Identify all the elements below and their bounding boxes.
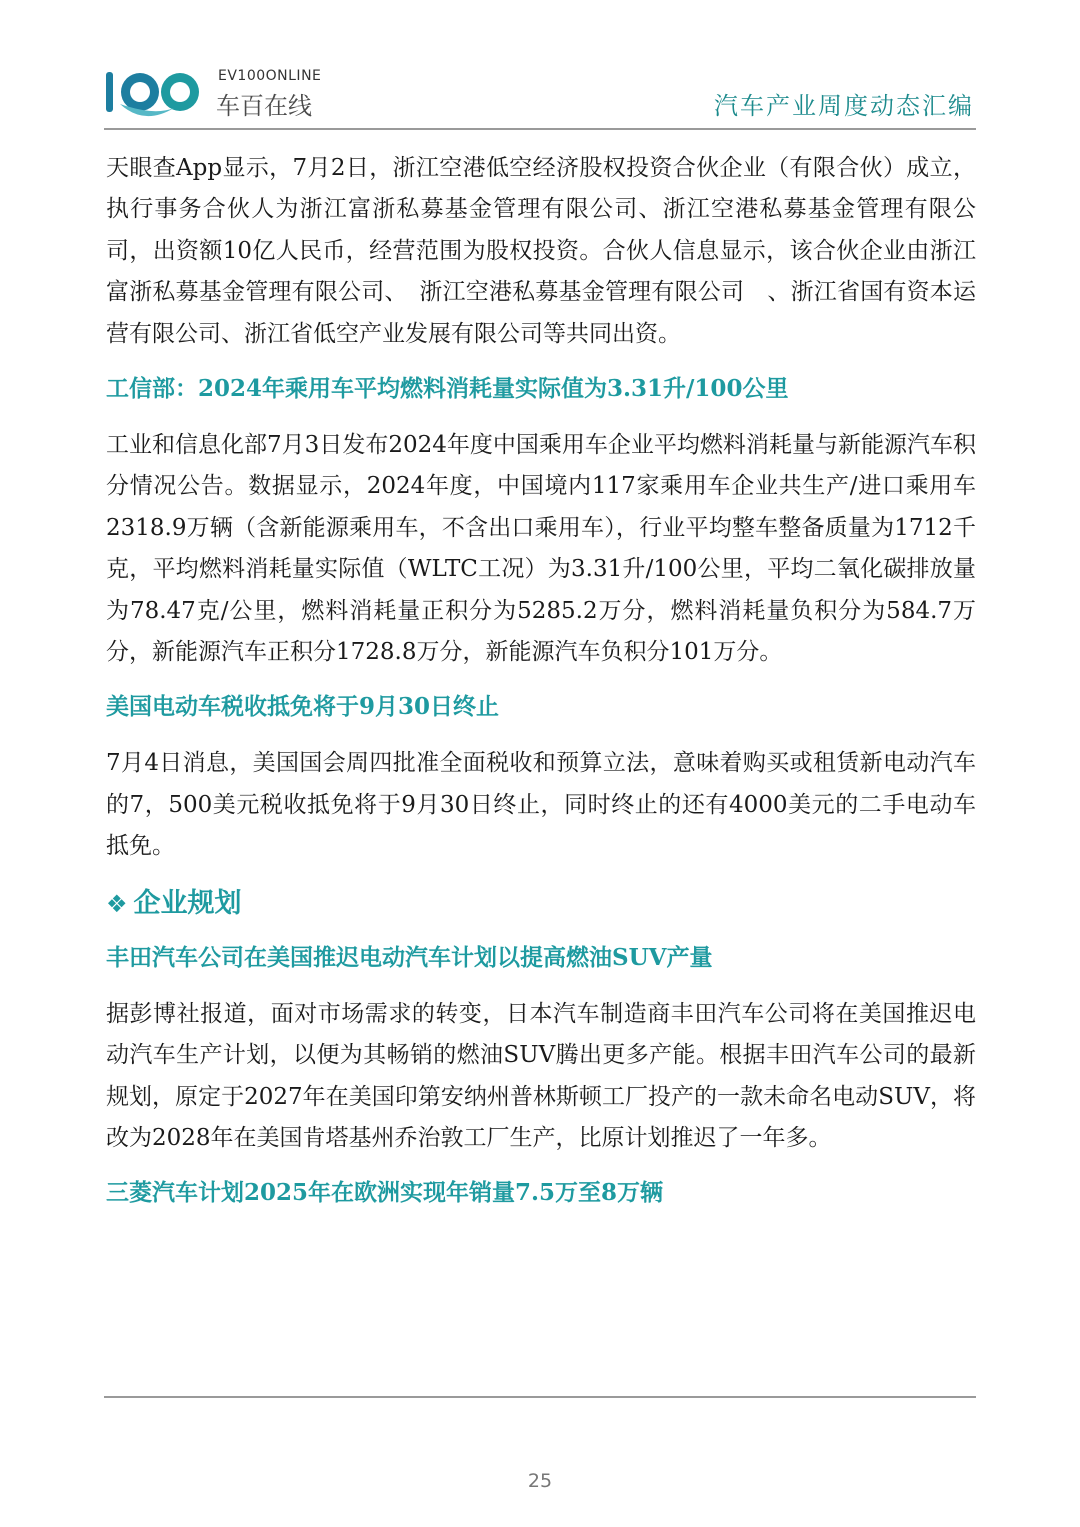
document-title: 汽车产业周度动态汇编 xyxy=(714,92,974,120)
heading-toyota: 丰田汽车公司在美国推迟电动汽车计划以提高燃油SUV产量 xyxy=(106,943,713,971)
heading-miit-fuel: 工信部：2024年乘用车平均燃料消耗量实际值为3.31升/100公里 xyxy=(106,375,789,403)
page-header xyxy=(104,58,976,130)
ev100-logo-icon xyxy=(104,64,224,120)
section-title: 企业规划 xyxy=(133,887,242,919)
page-number: 25 xyxy=(527,1470,553,1492)
paragraph-miit-fuel: 工业和信息化部7月3日发布2024年度中国乘用车企业平均燃料消耗量与新能源汽车积分情况公告。数据显示，2024年度，中国境内117家乘用车企业共生产/进口乘用车2318.9万辆（含新能源乘用车，不含出口乘用车），行业平均整车整备质量为1712千克，平均燃料消耗量实际值（WLTC工况）为3.31升/100公里，平均二氧化碳排放量为78.47克/公里，燃料消耗量正积分为5285.2万分，燃料消耗量负积分为584.7万分，新能源汽车正积分1728.8万分，新能源汽车负积分101万分。 xyxy=(106,432,976,666)
diamond-icon: ❖ xyxy=(106,889,128,918)
paragraph-toyota: 据彭博社报道，面对市场需求的转变，日本汽车制造商丰田汽车公司将在美国推迟电动汽车生产计划，以便为其畅销的燃油SUV腾出更多产能。根据丰田汽车公司的最新规划，原定于2027年在美国印第安纳州普林斯顿工厂投产的一款未命名电动SUV，将改为2028年在美国肯塔基州乔治敦工厂生产，比原计划推迟了一年多。 xyxy=(106,1000,976,1151)
heading-mitsubishi: 三菱汽车计划2025年在欧洲实现年销量7.5万至8万辆 xyxy=(106,1179,664,1207)
paragraph-us-ev-credit: 7月4日消息，美国国会周四批准全面税收和预算立法，意味着购买或租赁新电动汽车的7，500美元税收抵免将于9月30日终止，同时终止的还有4000美元的二手电动车抵免。 xyxy=(106,750,976,860)
paragraph-low-altitude-fund: 天眼查App显示，7月2日，浙江空港低空经济股权投资合伙企业（有限合伙）成立，执行事务合伙人为浙江富浙私募基金管理有限公司、浙江空港私募基金管理有限公司，出资额10亿人民币，经营范围为股权投资。合伙人信息显示，该合伙企业由浙江富浙私募基金管理有限公司、 浙江空港私募基金管理有限公司 、浙江省国有资本运营有限公司、浙江省低空产业发展有限公司等共同出资。 xyxy=(106,155,976,347)
heading-us-ev-credit: 美国电动车税收抵免将于9月30日终止 xyxy=(106,693,500,721)
brand-english: EV100ONLINE xyxy=(218,68,322,84)
page-content xyxy=(106,148,976,1229)
footer-divider xyxy=(104,1396,976,1398)
section-heading xyxy=(106,884,976,924)
brand-chinese: 车百在线 xyxy=(216,92,312,120)
